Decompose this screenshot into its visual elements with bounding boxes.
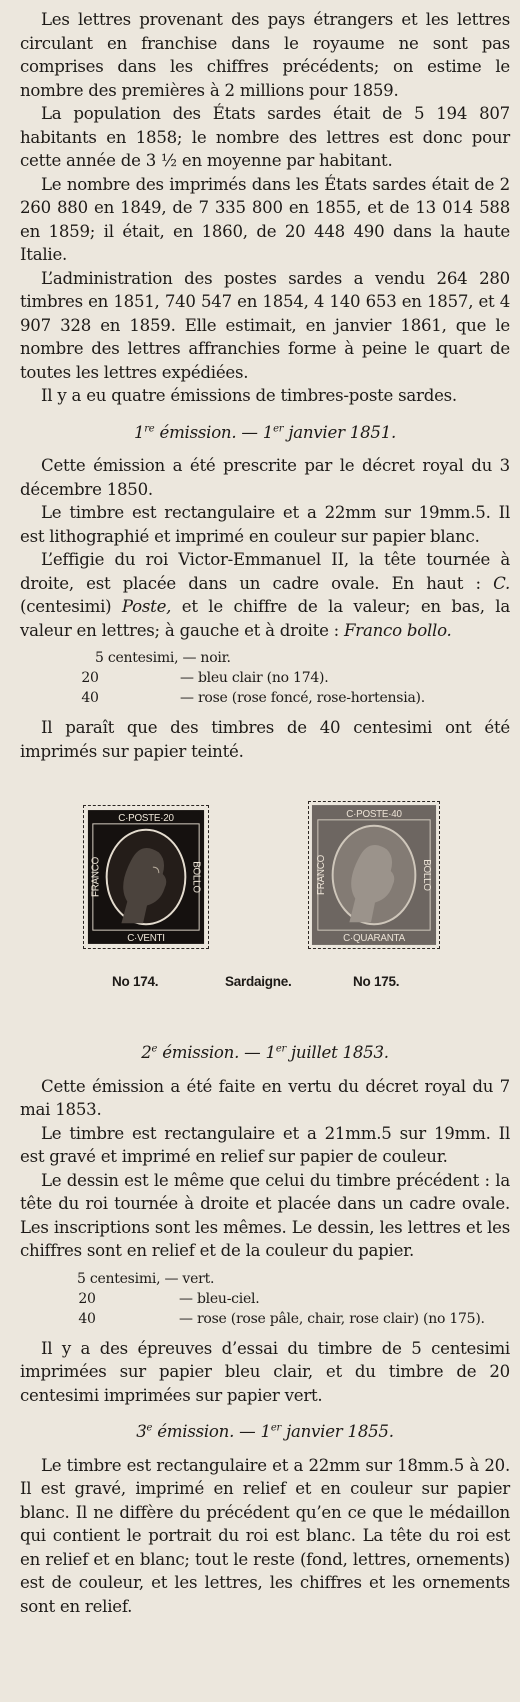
paragraph: Le timbre est rectangulaire et a 22mm sur 19mm.5. Il est lithographié et imprimé en couleur sur papier blanc. xyxy=(20,503,510,546)
paragraph: Le dessin est le même que celui du timbre précédent : la tête du roi tournée à droite et placée dans un cadre ovale. Les inscriptions sont les mêmes. Le dessin, les lettres et les chiffres sont en relief et de la couleur du papier. xyxy=(20,1170,510,1260)
stamp-175-right-text: BOLLO xyxy=(421,859,433,891)
stamp-174-left-text: FRANCO xyxy=(90,856,102,898)
paragraph: Les lettres provenant des pays étrangers et les lettres circulant en franchise dans le royaume ne sont pas comprises dans les chiffres précédents; on estime le nombre des premières à 2 millions pour 1859. xyxy=(20,10,510,100)
value-list-1 xyxy=(20,648,510,708)
caption-sardaigne: Sardaigne. xyxy=(225,974,292,989)
stamp-174-right-text: BOLLO xyxy=(190,861,202,893)
stamp-175-top-text: C·POSTE·40 xyxy=(346,808,402,820)
paragraph-effigy: L’effigie du roi Victor-Emmanuel II, la tête tournée à droite, est placée dans un cadre ovale. En haut : C. (centesimi) Poste, et le chiffre de la valeur; en bas, la valeur en lettres; à gauche et à droite : Franco bollo. xyxy=(20,550,510,640)
page-text xyxy=(20,8,510,1618)
stamp-image-175 xyxy=(308,801,440,949)
heading-emission-2: 2e émission. — 1er juillet 1853. xyxy=(141,1043,389,1062)
stamp-174-drawing xyxy=(84,806,208,948)
paragraph: Le nombre des imprimés dans les États sardes était de 2 260 880 en 1849, de 7 335 800 en 1855, et de 13 014 588 en 1859; il était, en 1860, de 20 448 490 dans la haute Italie. xyxy=(20,174,510,264)
paragraph: Le timbre est rectangulaire et a 21mm.5 sur 19mm. Il est gravé et imprimé en relief sur papier de couleur. xyxy=(20,1123,510,1166)
stamp-174-bottom-text: C·VENTI xyxy=(127,932,165,944)
stamp-175-bottom-text: C·QUARANTA xyxy=(343,932,405,944)
stamp-175-left-text: FRANCO xyxy=(315,854,327,896)
value-list-2 xyxy=(20,1269,510,1329)
list-item: 40 — rose (rose pâle, chair, rose clair) (no 175). xyxy=(78,1310,485,1327)
paragraph: Cette émission a été prescrite par le décret royal du 3 décembre 1850. xyxy=(20,456,510,499)
stamp-174-top-text: C·POSTE·20 xyxy=(118,812,174,824)
paragraph: Il paraît que des timbres de 40 centesimi ont été imprimés sur papier teinté. xyxy=(20,718,510,761)
list-item: 20 — bleu clair (no 174). xyxy=(81,670,329,686)
paragraph: Le timbre est rectangulaire et a 22mm sur 18mm.5 à 20. Il est gravé, imprimé en relief et en couleur sur papier blanc. Il ne diffère du précédent qu’en ce que le médaillon qui contient le portrait du roi est blanc. La tête du roi est en relief et en blanc; tout le reste (fond, lettres, ornements) est de couleur, et les lettres, les chiffres et les ornements sont en relief. xyxy=(20,1455,510,1616)
paragraph: Cette émission a été faite en vertu du décret royal du 7 mai 1853. xyxy=(20,1076,510,1119)
heading-emission-3: 3e émission. — 1er janvier 1855. xyxy=(136,1422,394,1441)
paragraph: La population des États sardes était de 5 194 807 habitants en 1858; le nombre des lettres est donc pour cette année de 3 ½ en moyenne par habitant. xyxy=(20,104,510,170)
paragraph: L’administration des postes sardes a vendu 264 280 timbres en 1851, 740 547 en 1854, 4 140 653 en 1857, et 4 907 328 en 1859. Elle estimait, en janvier 1861, que le nombre des lettres affranchies forme à peine le quart de toutes les lettres expédiées. xyxy=(20,268,510,382)
stamp-175-drawing xyxy=(309,802,439,948)
list-item: 5 centesimi, — noir. xyxy=(95,650,231,666)
stamp-illustrations xyxy=(20,763,510,1028)
caption-no-174: No 174. xyxy=(112,974,159,989)
list-item: 20 — bleu-ciel. xyxy=(78,1290,260,1307)
list-item: 40 — rose (rose foncé, rose-hortensia). xyxy=(81,690,425,706)
stamp-image-174 xyxy=(83,805,209,949)
list-item: 5 centesimi, — vert. xyxy=(77,1270,215,1287)
paragraph: Il y a des épreuves d’essai du timbre de 5 centesimi imprimées sur papier bleu clair, et du timbre de 20 centesimi imprimées sur papier vert. xyxy=(20,1338,510,1405)
caption-no-175: No 175. xyxy=(353,974,400,989)
heading-emission-1: 1re émission. — 1er janvier 1851. xyxy=(133,422,397,442)
paragraph: Il y a eu quatre émissions de timbres-poste sardes. xyxy=(41,386,457,405)
